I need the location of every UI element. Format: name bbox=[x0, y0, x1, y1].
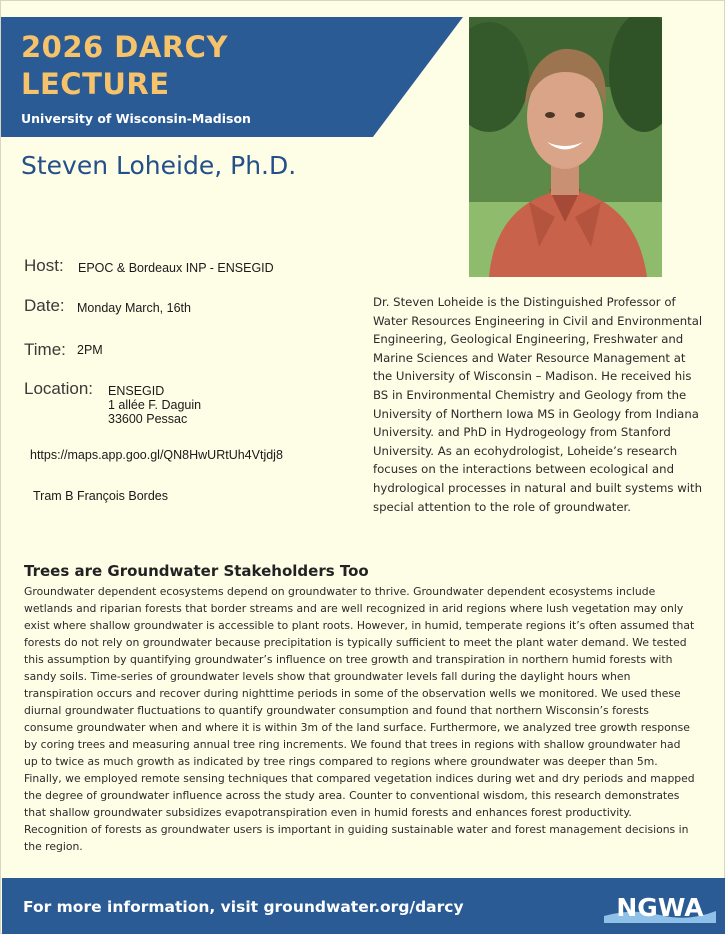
location-line1: ENSEGID bbox=[108, 384, 165, 398]
location-line2: 1 allée F. Daguin bbox=[108, 398, 202, 412]
transit-info: Tram B François Bordes bbox=[33, 489, 168, 503]
speaker-name: Steven Loheide, Ph.D. bbox=[21, 151, 297, 180]
university-subtitle: University of Wisconsin-Madison bbox=[21, 111, 251, 126]
date-value: Monday March, 16th bbox=[77, 301, 191, 315]
abstract-body: Groundwater dependent ecosystems depend on groundwater to thrive. Groundwater dependent ecosystems include wetlands and riparian forests that border streams and are well recognized in arid regions where lush vegetation may only exist where shallow groundwater is accessible to plant roots. However, in humid, temperate regions it’s often assumed that forests do not rely on groundwater because precipitation is typically sufficient to meet the plant water demand. We tested this assumption by quantifying groundwater’s influence on tree growth and transpiration in northern humid forests with sandy soils. Time-series of groundwater levels show that groundwater levels fall during the daylight hours when transpiration occurs and recover during nighttime periods in some of the observation wells we monitored. We used these diurnal groundwater fluctuations to quantify groundwater consumption and found that northern Wisconsin’s forests consume groundwater when and where it is within 3m of the land surface. Furthermore, we analyzed tree growth response by coring trees and measuring annual tree ring increments. We found that trees in regions with shallow groundwater had up to twice as much growth as indicated by tree rings compared to regions where groundwater was deeper than 5m. Finally, we employed remote sensing techniques that compared vegetation indices during wet and dry periods and mapped the degree of groundwater influence across the study area. Counter to conventional wisdom, this research demonstrates that shallow groundwater subsidizes evapotranspiration even in humid forests and enhances forest productivity. Recognition of forests as groundwater users is important in guiding sustainable water and forest management decisions in the region. bbox=[24, 585, 695, 853]
map-link[interactable]: https://maps.app.goo.gl/QN8HwURtUh4Vtjdj8 bbox=[30, 448, 283, 462]
ngwa-logo-icon bbox=[604, 893, 716, 923]
footer-info-text[interactable]: For more information, visit groundwater.org/darcy bbox=[23, 898, 464, 916]
speaker-bio: Dr. Steven Loheide is the Distinguished Professor of Water Resources Engineering in Civil and Environmental Engineering, Geological Engineering, Freshwater and Marine Sciences and Water Resource Management at the University of Wisconsin – Madison. He received his BS in Environmental Chemistry and Geology from the University of Northern Iowa MS in Geology from Indiana University. and PhD in Hydrogeology from Stanford University. As an ecohydrologist, Loheide’s research focuses on the interactions between ecological and hydrological processes in natural and built systems with special attention to the role of groundwater. bbox=[373, 295, 703, 514]
lecture-title bbox=[21, 29, 361, 103]
host-label: Host: bbox=[24, 256, 64, 275]
abstract-title: Trees are Groundwater Stakeholders Too bbox=[24, 562, 369, 580]
time-label: Time: bbox=[24, 340, 66, 359]
lecture-title-line2: LECTURE bbox=[21, 67, 170, 101]
host-value: EPOC & Bordeaux INP - ENSEGID bbox=[78, 261, 274, 275]
date-label: Date: bbox=[24, 296, 65, 315]
time-value: 2PM bbox=[77, 343, 103, 357]
ngwa-logo-text: NGWA bbox=[616, 893, 704, 922]
location-line3: 33600 Pessac bbox=[108, 412, 188, 426]
lecture-title-line1: 2026 DARCY bbox=[21, 30, 228, 64]
speaker-photo bbox=[469, 17, 662, 277]
location-label: Location: bbox=[24, 379, 93, 398]
portrait-photo-icon bbox=[469, 17, 662, 277]
footer-bar bbox=[2, 878, 725, 934]
